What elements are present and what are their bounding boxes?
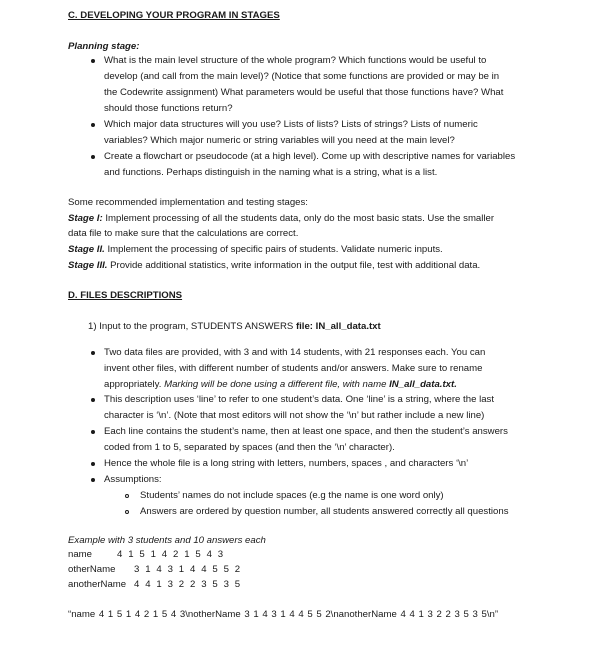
item-1-line	[88, 319, 381, 334]
circle-bullet-icon	[125, 510, 129, 514]
example-name: anotherName	[68, 579, 127, 590]
stage-2-line	[68, 242, 443, 257]
bullet-icon	[91, 351, 95, 355]
list-item-line: coded from 1 to 5, separated by spaces (and then the ‘\n’ character).	[104, 442, 395, 453]
list-item-line: character is ‘\n’. (Note that most editors will not show the ‘\n’ but rather include a new line)	[104, 410, 485, 421]
stage-1-line	[68, 211, 494, 226]
stage-2-text: Implement the processing of specific pairs of students. Validate numeric inputs.	[104, 244, 443, 255]
list-item-line: Create a flowchart or pseudocode (at a high level). Come up with descriptive names for variables	[104, 151, 516, 162]
list-item-line: the Codewrite assignment) What parameters would be useful that those functions have? What	[104, 87, 504, 98]
section-c-heading: C. DEVELOPING YOUR PROGRAM IN STAGES	[68, 10, 280, 21]
list-item-line: and functions. Perhaps distinguish in the naming what is a string, what is a list.	[104, 167, 438, 178]
item-1-text: 1) Input to the program, STUDENTS ANSWERS	[88, 321, 296, 332]
list-item-italic: Marking will be done using a different file, with name	[164, 379, 390, 390]
sub-list-item: Students’ names do not include spaces (e.g the name is one word only)	[140, 490, 444, 501]
list-item-line: should those functions return?	[104, 103, 233, 114]
stage-2-label: Stage II.	[68, 244, 105, 255]
list-item-line: variables? Which major numeric or string variables will you need at the main level?	[104, 135, 455, 146]
list-item-line: Assumptions:	[104, 474, 162, 485]
bullet-icon	[91, 478, 95, 482]
example-label: Example with 3 students and 10 answers each	[68, 535, 266, 546]
list-item-line: This description uses ‘line’ to refer to one student’s data. One ‘line’ is a string, where the last	[104, 394, 494, 405]
stage-1-line-2: data file to make sure that the calculations are correct.	[68, 228, 299, 239]
circle-bullet-icon	[125, 494, 129, 498]
recommended-stages-intro: Some recommended implementation and testing stages:	[68, 197, 308, 208]
example-answers: 4 1 5 1 4 2 1 5 4 3	[117, 549, 225, 560]
bullet-icon	[91, 398, 95, 402]
list-item-line: Which major data structures will you use? Lists of lists? Lists of strings? Lists of numeric	[104, 119, 478, 130]
bullet-icon	[91, 462, 95, 466]
item-1-file: file: IN_all_data.txt	[295, 321, 381, 332]
bullet-icon	[91, 430, 95, 434]
stage-3-label: Stage III.	[68, 260, 108, 271]
list-item-line: invent other files, with different number of students and/or answers. Make sure to rename	[104, 363, 483, 374]
bullet-icon	[91, 155, 95, 159]
stage-1-text: Implement processing of all the students data, only do the most basic stats. Use the smaller	[102, 213, 495, 224]
list-item-line: Two data files are provided, with 3 and with 14 students, with 21 responses each. You can	[104, 347, 486, 358]
example-answers: 4 4 1 3 2 2 3 5 3 5	[134, 579, 242, 590]
bullet-icon	[91, 123, 95, 127]
list-item-text: appropriately.	[104, 379, 165, 390]
list-item-line: develop (and call from the main level)? (Notice that some functions are provided or may be in	[104, 71, 500, 82]
example-string-line: “name 4 1 5 1 4 2 1 5 4 3\notherName 3 1 4 3 1 4 4 5 5 2\nanotherName 4 4 1 3 2 2 3 5 3 5\n”	[68, 609, 499, 620]
stage-3-line	[68, 258, 480, 273]
list-item-filename: IN_all_data.txt.	[389, 379, 457, 390]
sub-list-item: Answers are ordered by question number, all students answered correctly all questions	[140, 506, 509, 517]
list-item-line	[104, 377, 457, 392]
stage-3-text: Provide additional statistics, write information in the output file, test with additional data.	[107, 260, 481, 271]
section-d-heading: D. FILES DESCRIPTIONS	[68, 290, 183, 301]
example-answers: 3 1 4 3 1 4 4 5 5 2	[134, 564, 242, 575]
list-item-line: Each line contains the student’s name, then at least one space, and then the student’s answers	[104, 426, 508, 437]
list-item-line: What is the main level structure of the whole program? Which functions would be useful to	[104, 55, 487, 66]
planning-stage-label: Planning stage:	[68, 41, 140, 52]
example-name: otherName	[68, 564, 116, 575]
bullet-icon	[91, 59, 95, 63]
list-item-line: Hence the whole file is a long string with letters, numbers, spaces , and characters ‘\n’	[104, 458, 469, 469]
stage-1-label: Stage I:	[68, 213, 103, 224]
example-name: name	[68, 549, 92, 560]
